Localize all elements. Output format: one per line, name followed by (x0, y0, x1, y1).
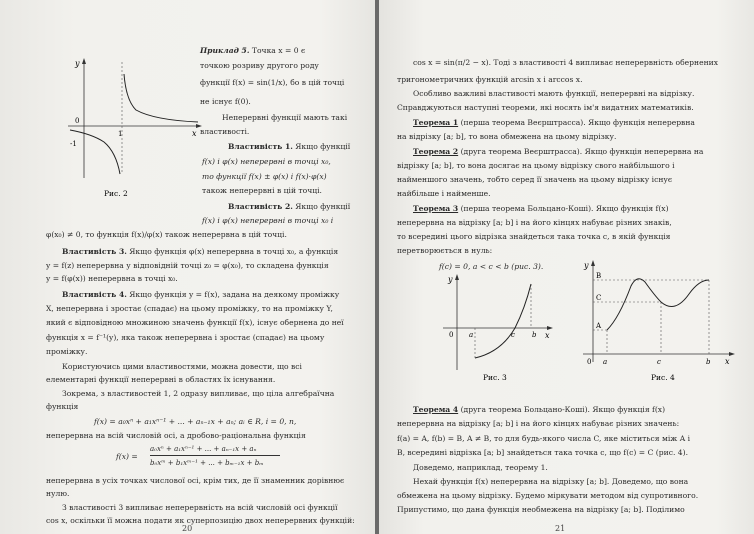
theorem-3-line-1: Теорема 3 (перша теорема Больцано-Коші). Якщо функція f(x) (413, 204, 669, 213)
fig2-y-label: y (75, 59, 80, 68)
fig4-curve (607, 279, 709, 330)
fig3-a-label: a (469, 331, 474, 339)
theorem-4-title: Теорема 4 (413, 405, 459, 414)
example-5-line-1: Приклад 5. Точка x = 0 є (200, 46, 306, 55)
right-top-line-2: тригонометричних функцій arcsin x і arccos x. (397, 75, 583, 84)
fig2-one-label: 1 (118, 130, 123, 138)
paragraph-line-4: функція (46, 402, 79, 411)
theorem-3-line-3: то всередині цього відрізка знайдеться така точка c, в якій функція (397, 232, 671, 241)
formula-polynomial: f(x) = a₀xⁿ + a₁xⁿ⁻¹ + ... + aₙ₋₁x + aₙ; aᵢ ∈ R, i = 0, n, (94, 417, 297, 426)
fig3-curve (475, 284, 531, 358)
fig3-x-arrow (547, 326, 553, 330)
after-formula-1: неперервна на всій числовій осі, а дробово-раціональна функція (46, 431, 306, 440)
right-top-line-3: Особливо важливі властивості мають функції, неперервні на відрізку. (413, 89, 695, 98)
theorem-3-title: Теорема 3 (413, 204, 459, 213)
left-page (0, 0, 375, 534)
fig4-b-label: b (706, 358, 711, 366)
fig3-x-label: x (545, 331, 550, 340)
fig2-y-arrow (82, 58, 86, 64)
fig3-b-label: b (532, 331, 537, 339)
page-number-left: 20 (182, 524, 193, 533)
property-4-line-3: який є відповідною множиною значень функції f(x), існує обернена до неї (46, 318, 344, 327)
property-1-line-1: Властивість 1. Якщо функції (228, 142, 351, 151)
property-1-line-4: також неперервні в цій точці. (202, 186, 322, 195)
fig2-lower-branch (70, 130, 123, 174)
right-top-line-1: cos x = sin(π/2 − x). Тоді з властивості 4 випливає неперервність обернених (413, 58, 718, 67)
page-number-right: 21 (555, 524, 566, 533)
formula-rational-numerator: a₀xⁿ + a₁xⁿ⁻¹ + ... + aₙ₋₁x + aₙ (150, 445, 257, 453)
fig4-a-label: a (603, 358, 608, 366)
property-3-line-2: y = f(z) неперервна у відповідній точці z₀ = φ(x₀), то складена функція (46, 261, 329, 270)
fig4-caption: Рис. 4 (651, 373, 675, 382)
fig4-C-label: C (596, 294, 602, 302)
example-5-line-6: властивості. (200, 127, 250, 136)
property-4-line-2: X, неперервна і зростає (спадає) на цьому проміжку, то на проміжку Y, (46, 304, 333, 313)
theorem-3-line-4: перетворюється в нуль: (397, 246, 493, 255)
theorem-2-line-4: найбільше і найменше. (397, 189, 491, 198)
property-4-line-4: функція x = f⁻¹(y), яка також неперервна і зростає (спадає) на цьому (46, 333, 325, 342)
fig4-origin-label: 0 (587, 358, 592, 366)
example-5-line-4: не існує f(0). (200, 97, 251, 106)
paragraph-line-3: Зокрема, з властивостей 1, 2 одразу випливає, що ціла алгебраїчна (62, 389, 335, 398)
fig4-A-label: A (596, 322, 602, 330)
theorem-3-line-2: неперервна на відрізку [a; b] і на його кінцях набуває різних знаків, (397, 218, 672, 227)
end-line-4: cos x, оскільки її можна подати як суперпозицію двох неперервних функцій: (46, 516, 355, 525)
figure-4 (579, 258, 739, 384)
fig3-c-label: c (511, 331, 515, 339)
fig4-y-arrow (591, 260, 595, 266)
example-5-line-2: точкою розриву другого роду (200, 61, 319, 70)
fig4-x-label: x (725, 357, 730, 366)
paragraph-line-2: елементарні функції неперервні в областях їх існування. (46, 375, 276, 384)
paragraph-line-1: Користуючись цими властивостями, можна довести, що всі (62, 362, 302, 371)
property-4-line-5: проміжку. (46, 347, 88, 356)
fig4-y-label: y (584, 261, 589, 270)
theorem-2-line-3: найменшого значень, тобто серед її значень на цьому відрізку існує (397, 175, 673, 184)
property-4-line-1: Властивість 4. Якщо функція y = f(x), задана на деякому проміжку (62, 290, 340, 299)
theorem-1-line-1: Теорема 1 (перша теорема Веєрштрасса). Якщо функція неперервна (413, 118, 695, 127)
theorem-2-line-2: відрізку [a; b], то вона досягає на цьому відрізку свого найбільшого і (397, 161, 675, 170)
theorem-1-line-2: на відрізку [a; b], то вона обмежена на цьому відрізку. (397, 132, 617, 141)
fig2-origin-label: 0 (75, 117, 80, 125)
proof-line-4: Припустимо, що дана функція необмежена на відрізку [a; b]. Поділимо (397, 505, 685, 514)
theorem-2-line-1: Теорема 2 (друга теорема Веєрштрасса). Якщо функція неперервна на (413, 147, 704, 156)
theorem-3-formula: f(c) = 0, a < c < b (рис. 3). (439, 262, 544, 271)
fig2-caption: Рис. 2 (104, 189, 128, 198)
property-1-line-2: f(x) і φ(x) неперервні в точці x₀, (202, 157, 331, 166)
formula-rational-denominator: b₀xᵐ + b₁xᵐ⁻¹ + ... + bₘ₋₁x + bₘ (150, 459, 264, 467)
right-page (379, 0, 754, 534)
fig4-B-label: B (596, 272, 602, 280)
property-1-line-3: то функції f(x) ± φ(x) і f(x)·φ(x) (202, 172, 327, 181)
property-2-line-2: f(x) і φ(x) неперервні в точці x₀ і (202, 216, 334, 225)
proof-line-2: Нехай функція f(x) неперервна на відрізку [a; b]. Доведемо, що вона (413, 477, 689, 486)
example-5-line-3: функції f(x) = sin(1/x), бо в цій точці (200, 78, 345, 87)
example-5-line-5: Неперервні функції мають такі (222, 113, 348, 122)
end-line-1: неперервна в усіх точках числової осі, крім тих, де її знаменник дорівнює (46, 476, 345, 485)
fig2-minus-one-label: -1 (70, 140, 77, 148)
theorem-4-line-4: B, всередині відрізка [a; b] знайдеться така точка c, що f(c) = C (рис. 4). (397, 448, 688, 457)
formula-rational-bar (150, 455, 280, 456)
theorem-1-title: Теорема 1 (413, 118, 459, 127)
fig4-x-arrow (729, 352, 735, 356)
property-2-line-3: φ(x₀) ≠ 0, то функція f(x)/φ(x) також неперервна в цій точці. (46, 230, 287, 239)
fig3-caption: Рис. 3 (483, 373, 507, 382)
right-top-line-4: Справджуються наступні теореми, які носять ім'я видатних математиків. (397, 103, 694, 112)
property-3-line-1: Властивість 3. Якщо функція φ(x) неперервна в точці x₀, а функція (62, 247, 339, 256)
theorem-2-title: Теорема 2 (413, 147, 459, 156)
end-line-3: З властивості 3 випливає неперервність на всій числовій осі функції (62, 503, 338, 512)
formula-rational-lhs: f(x) = (116, 452, 138, 461)
proof-line-3: обмежена на цьому відрізку. Будемо міркувати методом від супротивного. (397, 491, 699, 500)
proof-line-1: Доведемо, наприклад, теорему 1. (413, 463, 548, 472)
end-line-2: нулю. (46, 489, 70, 498)
figure-3 (439, 272, 559, 384)
theorem-4-line-1: Теорема 4 (друга теорема Больцано-Коші). Якщо функція f(x) (413, 405, 666, 414)
example-5-title: Приклад 5. (200, 46, 250, 55)
property-2-line-1: Властивість 2. Якщо функції (228, 202, 351, 211)
fig3-y-label: y (448, 275, 453, 284)
theorem-4-line-2: неперервна на відрізку [a; b] і на його кінцях набуває різних значень: (397, 419, 680, 428)
theorem-4-line-3: f(a) = A, f(b) = B, A ≠ B, то для будь-якого числа C, яке міститься між A і (397, 434, 691, 443)
property-3-line-3: y = f(φ(x)) неперервна в точці x₀. (46, 274, 178, 283)
fig3-y-arrow (455, 274, 459, 280)
figure-2 (64, 56, 204, 204)
fig2-upper-branch (124, 74, 198, 122)
fig3-origin-label: 0 (449, 331, 454, 339)
fig4-c-label: c (657, 358, 661, 366)
fig2-x-label: x (192, 129, 197, 138)
